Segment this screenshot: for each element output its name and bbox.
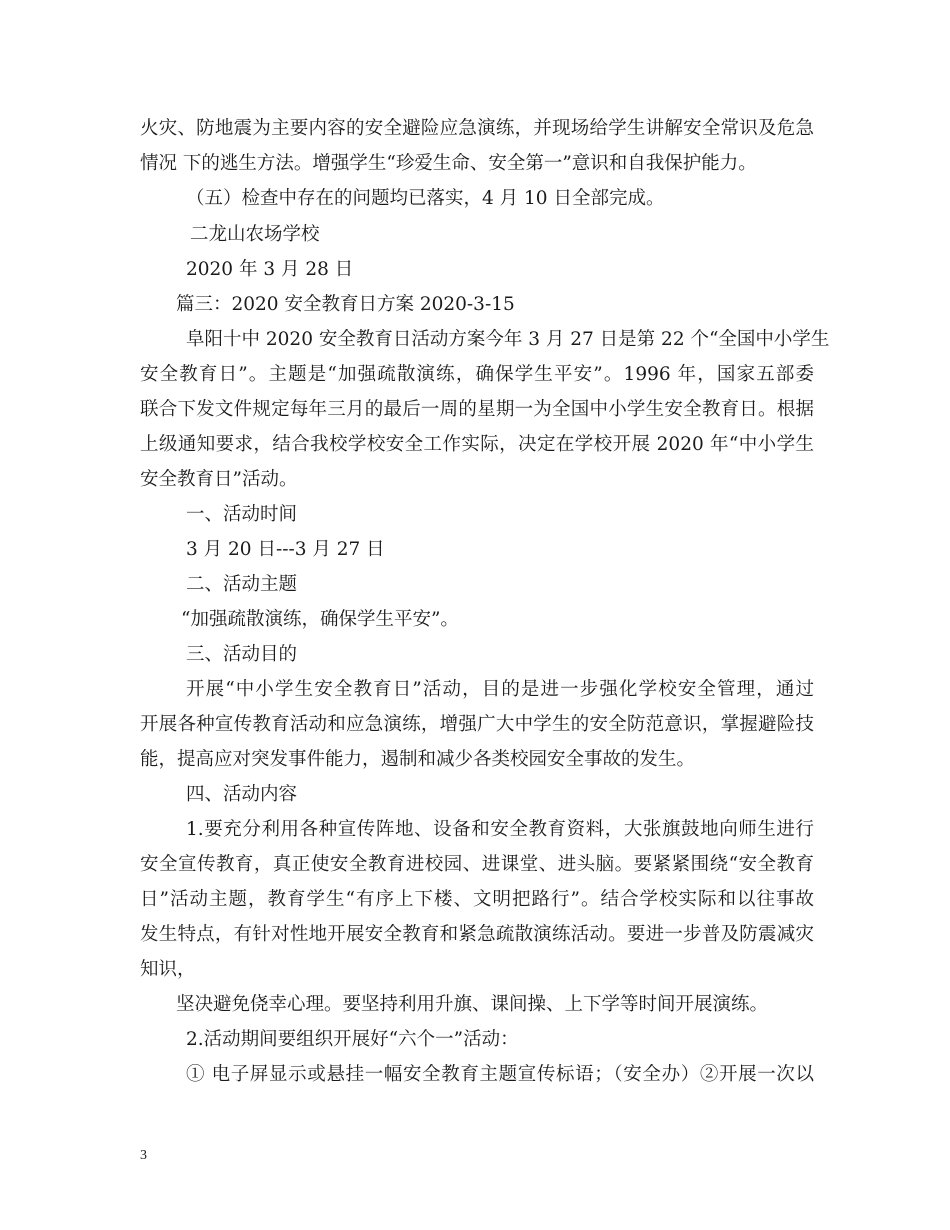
- list-heading: 二、活动主题: [186, 574, 298, 595]
- body-text-line: （五）检查中存在的问题均已落实，4 月 10 日全部完成。: [186, 188, 665, 209]
- body-text-line: 知识，: [140, 959, 196, 980]
- body-text-line: 坚决避免侥幸心理。要坚持利用升旗、课间操、上下学等时间开展演练。: [176, 994, 769, 1015]
- body-text-line: 开展各种宣传教育活动和应急演练，增强广大中学生的安全防范意识，掌握避险技: [140, 714, 814, 735]
- date-line: 2020 年 3 月 28 日: [186, 259, 354, 280]
- section-heading: 篇三：2020 安全教育日方案 2020-3-15: [176, 294, 515, 315]
- list-heading: 三、活动目的: [186, 644, 298, 665]
- body-text-line: “加强疏散演练，确保学生平安”。: [181, 609, 459, 630]
- school-name: 二龙山农场学校: [190, 224, 320, 245]
- body-text-line: 2.活动期间要组织开展好“六个一”活动：: [186, 1029, 519, 1050]
- body-text-line: 日”活动主题，教育学生“有序上下楼、文明把路行”。结合学校实际和以往事故: [140, 889, 814, 910]
- body-text-line: 安全教育日”。主题是“加强疏散演练，确保学生平安”。1996 年，国家五部委: [140, 364, 814, 385]
- body-text-line: 开展“中小学生安全教育日”活动，目的是进一步强化学校安全管理，通过: [186, 679, 814, 700]
- list-heading: 四、活动内容: [186, 784, 298, 805]
- body-text-line: 安全教育日”活动。: [140, 469, 298, 490]
- body-text-line: 3 月 20 日---3 月 27 日: [186, 539, 385, 560]
- body-text-line: 火灾、防地震为主要内容的安全避险应急演练，并现场给学生讲解安全常识及危急: [140, 118, 814, 139]
- body-text-line: ① 电子屏显示或悬挂一幅安全教育主题宣传标语；（安全办）②开展一次以: [186, 1064, 814, 1085]
- body-text-line: 发生特点，有针对性地开展安全教育和紧急疏散演练活动。要进一步普及防震减灾: [140, 924, 814, 945]
- page-number: 3: [140, 1148, 147, 1163]
- body-text-line: 情况 下的逃生方法。增强学生“珍爱生命、安全第一”意识和自我保护能力。: [140, 153, 757, 174]
- body-text-line: 安全宣传教育，真正使安全教育进校园、进课堂、进头脑。要紧紧围绕“安全教育: [140, 854, 814, 875]
- body-text-line: 1.要充分利用各种宣传阵地、设备和安全教育资料，大张旗鼓地向师生进行: [186, 819, 814, 840]
- list-heading: 一、活动时间: [186, 504, 298, 525]
- body-text-line: 能，提高应对突发事件能力，遏制和减少各类校园安全事故的发生。: [140, 749, 696, 770]
- body-text-line: 联合下发文件规定每年三月的最后一周的星期一为全国中小学生安全教育日。根据: [140, 399, 814, 420]
- body-text-line: 上级通知要求，结合我校学校安全工作实际，决定在学校开展 2020 年“中小学生: [140, 434, 814, 455]
- body-text-line: 阜阳十中 2020 安全教育日活动方案今年 3 月 27 日是第 22 个“全国中小学生: [186, 329, 830, 350]
